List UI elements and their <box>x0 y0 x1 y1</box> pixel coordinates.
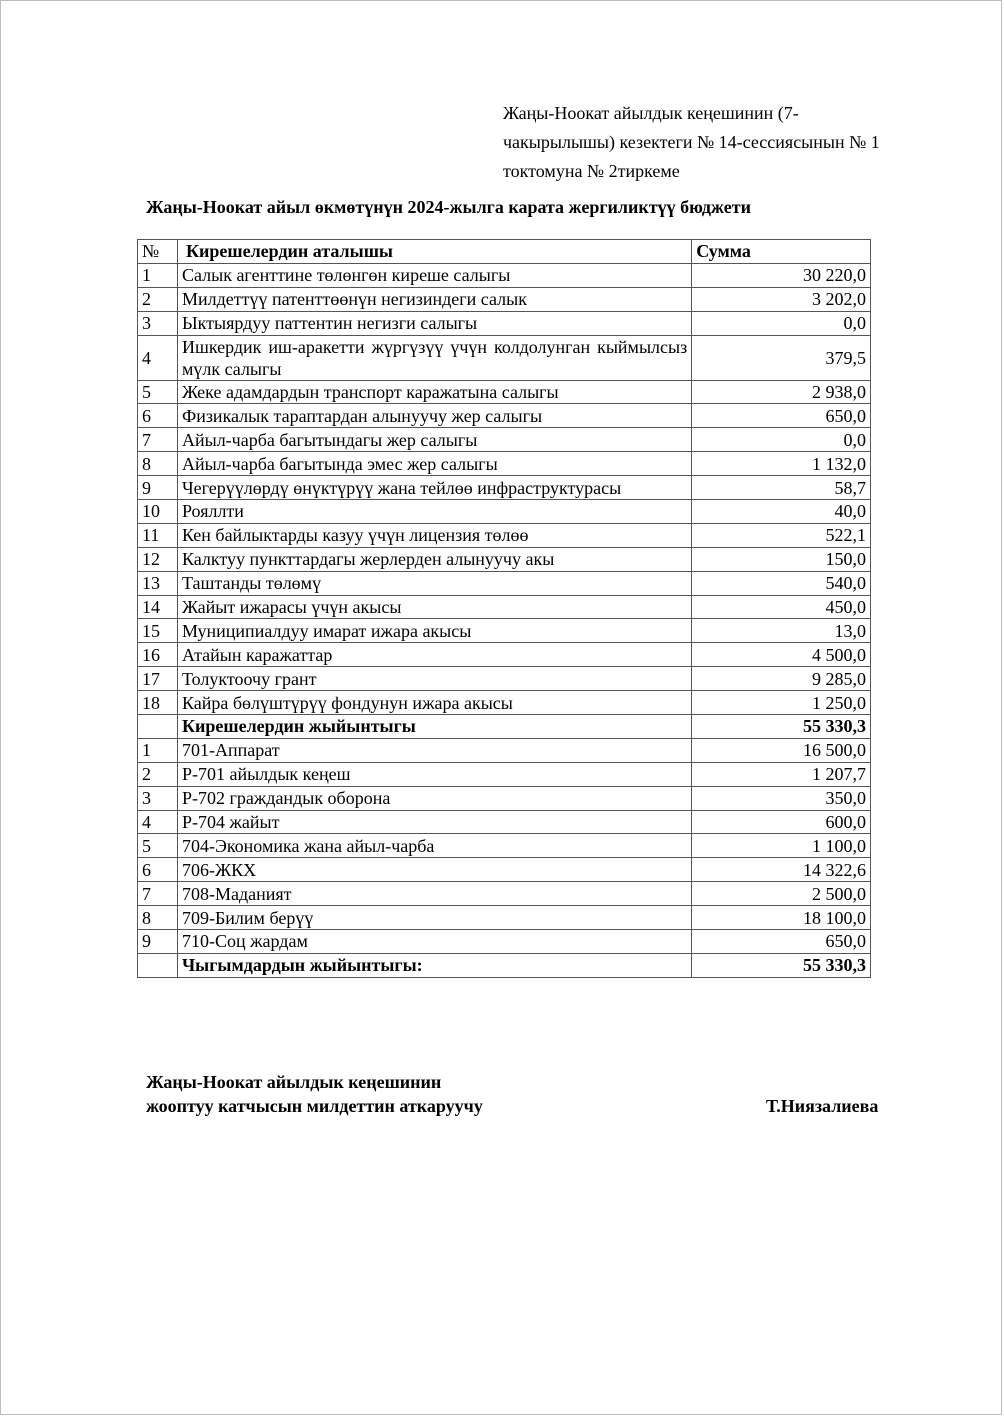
table-row <box>138 762 871 786</box>
row-sum: 600,0 <box>692 810 871 834</box>
expense-total-number <box>138 953 178 977</box>
signature-name: Т.Ниязалиева <box>766 1096 879 1116</box>
row-sum: 2 500,0 <box>692 882 871 906</box>
row-number: 11 <box>138 523 178 547</box>
table-row <box>138 476 871 500</box>
expense-total-label: Чыгымдардын жыйынтыгы: <box>177 953 691 977</box>
table-row <box>138 906 871 930</box>
income-total-label: Кирешелердин жыйынтыгы <box>177 715 691 739</box>
row-number: 6 <box>138 858 178 882</box>
row-sum: 150,0 <box>692 547 871 571</box>
table-row <box>138 547 871 571</box>
row-name: Калктуу пункттардагы жерлерден алынуучу акы <box>177 547 691 571</box>
row-name: 709-Билим берүү <box>177 906 691 930</box>
row-number: 5 <box>138 380 178 404</box>
row-number: 10 <box>138 500 178 524</box>
row-number: 7 <box>138 882 178 906</box>
row-name: Таштанды төлөмү <box>177 571 691 595</box>
header-note <box>503 99 943 186</box>
row-sum: 2 938,0 <box>692 380 871 404</box>
row-name: Айыл-чарба багытында эмес жер салыгы <box>177 452 691 476</box>
header-note-line: Жаңы-Ноокат айылдык кеңешинин (7- <box>503 103 799 123</box>
income-total-section <box>138 715 871 739</box>
table-row <box>138 930 871 954</box>
income-total-sum: 55 330,3 <box>692 715 871 739</box>
column-header-name: Кирешелердин аталышы <box>177 240 691 264</box>
row-sum: 9 285,0 <box>692 667 871 691</box>
expense-total-row <box>138 953 871 977</box>
header-note-line: токтомуна № 2тиркеме <box>503 161 680 181</box>
row-name: Жеке адамдардын транспорт каражатына салыгы <box>177 380 691 404</box>
table-row <box>138 619 871 643</box>
row-name: Чегерүүлөрдү өнүктүрүү жана тейлөө инфраструктурасы <box>177 476 691 500</box>
table-row <box>138 335 871 380</box>
row-name: Кен байлыктарды казуу үчүн лицензия төлөө <box>177 523 691 547</box>
income-rows <box>138 263 871 714</box>
table-row <box>138 571 871 595</box>
row-sum: 450,0 <box>692 595 871 619</box>
row-number: 1 <box>138 263 178 287</box>
table-row <box>138 858 871 882</box>
budget-table <box>137 239 871 978</box>
row-number: 5 <box>138 834 178 858</box>
row-name: Р-704 жайыт <box>177 810 691 834</box>
row-sum: 18 100,0 <box>692 906 871 930</box>
row-sum: 522,1 <box>692 523 871 547</box>
row-number: 6 <box>138 404 178 428</box>
row-number: 14 <box>138 595 178 619</box>
row-number: 3 <box>138 311 178 335</box>
row-name: Р-701 айылдык кеңеш <box>177 762 691 786</box>
row-name: Ишкердик иш-аракетти жүргүзүү үчүн колдолунган кыймылсыз мүлк салыгы <box>177 335 691 380</box>
row-name: Салык агенттине төлөнгөн киреше салыгы <box>177 263 691 287</box>
row-name: Кайра бөлүштүрүү фондунун ижара акысы <box>177 691 691 715</box>
table-row <box>138 500 871 524</box>
row-number: 2 <box>138 762 178 786</box>
row-sum: 3 202,0 <box>692 287 871 311</box>
table-row <box>138 834 871 858</box>
row-sum: 0,0 <box>692 311 871 335</box>
income-total-number <box>138 715 178 739</box>
row-number: 1 <box>138 738 178 762</box>
row-number: 2 <box>138 287 178 311</box>
table-row <box>138 595 871 619</box>
row-number: 18 <box>138 691 178 715</box>
row-number: 12 <box>138 547 178 571</box>
row-name: 701-Аппарат <box>177 738 691 762</box>
row-number: 7 <box>138 428 178 452</box>
row-number: 16 <box>138 643 178 667</box>
row-sum: 1 207,7 <box>692 762 871 786</box>
row-name: Физикалык тараптардан алынуучу жер салыгы <box>177 404 691 428</box>
table-row <box>138 643 871 667</box>
row-sum: 4 500,0 <box>692 643 871 667</box>
row-number: 9 <box>138 930 178 954</box>
row-sum: 30 220,0 <box>692 263 871 287</box>
income-total-row <box>138 715 871 739</box>
table-row <box>138 287 871 311</box>
row-sum: 40,0 <box>692 500 871 524</box>
expense-total-section <box>138 953 871 977</box>
row-sum: 13,0 <box>692 619 871 643</box>
signature-line: Жаңы-Ноокат айылдык кеңешинин <box>146 1072 442 1092</box>
row-name: 710-Соц жардам <box>177 930 691 954</box>
row-name: Толуктоочу грант <box>177 667 691 691</box>
row-name: Жайыт ижарасы үчүн акысы <box>177 595 691 619</box>
document-title: Жаңы-Ноокат айыл өкмөтүнүн 2024-жылга карата жергиликтүү бюджети <box>146 197 751 217</box>
row-name: Муниципиалдуу имарат ижара акысы <box>177 619 691 643</box>
row-number: 15 <box>138 619 178 643</box>
table-row <box>138 810 871 834</box>
row-name: Айыл-чарба багытындагы жер салыгы <box>177 428 691 452</box>
row-name: 708-Маданият <box>177 882 691 906</box>
row-sum: 0,0 <box>692 428 871 452</box>
table-row <box>138 428 871 452</box>
table-row <box>138 452 871 476</box>
table-row <box>138 691 871 715</box>
row-sum: 350,0 <box>692 786 871 810</box>
row-sum: 540,0 <box>692 571 871 595</box>
row-number: 13 <box>138 571 178 595</box>
table-row <box>138 523 871 547</box>
row-sum: 650,0 <box>692 930 871 954</box>
row-name: Р-702 граждандык оборона <box>177 786 691 810</box>
table-row <box>138 263 871 287</box>
row-sum: 379,5 <box>692 335 871 380</box>
row-number: 8 <box>138 906 178 930</box>
signature-title <box>146 1070 483 1118</box>
row-name: 706-ЖКХ <box>177 858 691 882</box>
expense-rows <box>138 738 871 953</box>
row-sum: 14 322,6 <box>692 858 871 882</box>
row-name: 704-Экономика жана айыл-чарба <box>177 834 691 858</box>
table-row <box>138 667 871 691</box>
row-sum: 1 250,0 <box>692 691 871 715</box>
row-sum: 1 100,0 <box>692 834 871 858</box>
row-sum: 650,0 <box>692 404 871 428</box>
row-name: Рояллти <box>177 500 691 524</box>
row-number: 9 <box>138 476 178 500</box>
row-name: Атайын каражаттар <box>177 643 691 667</box>
row-sum: 16 500,0 <box>692 738 871 762</box>
table-row <box>138 738 871 762</box>
table-header-row <box>138 240 871 264</box>
row-name: Ыктыярдуу паттентин негизги салыгы <box>177 311 691 335</box>
expense-total-sum: 55 330,3 <box>692 953 871 977</box>
column-header-sum: Сумма <box>692 240 871 264</box>
row-sum: 1 132,0 <box>692 452 871 476</box>
row-number: 17 <box>138 667 178 691</box>
row-number: 8 <box>138 452 178 476</box>
table-row <box>138 882 871 906</box>
table-row <box>138 404 871 428</box>
table-row <box>138 311 871 335</box>
header-note-line: чакырылышы) кезектеги № 14-сессиясынын № 1 <box>503 132 880 152</box>
table-row <box>138 380 871 404</box>
row-number: 4 <box>138 335 178 380</box>
row-number: 3 <box>138 786 178 810</box>
table-row <box>138 786 871 810</box>
row-sum: 58,7 <box>692 476 871 500</box>
row-number: 4 <box>138 810 178 834</box>
column-header-number: № <box>138 240 178 264</box>
signature-line: жооптуу катчысын милдеттин аткаруучу <box>146 1096 483 1116</box>
row-name: Милдеттүү патенттөөнүн негизиндеги салык <box>177 287 691 311</box>
